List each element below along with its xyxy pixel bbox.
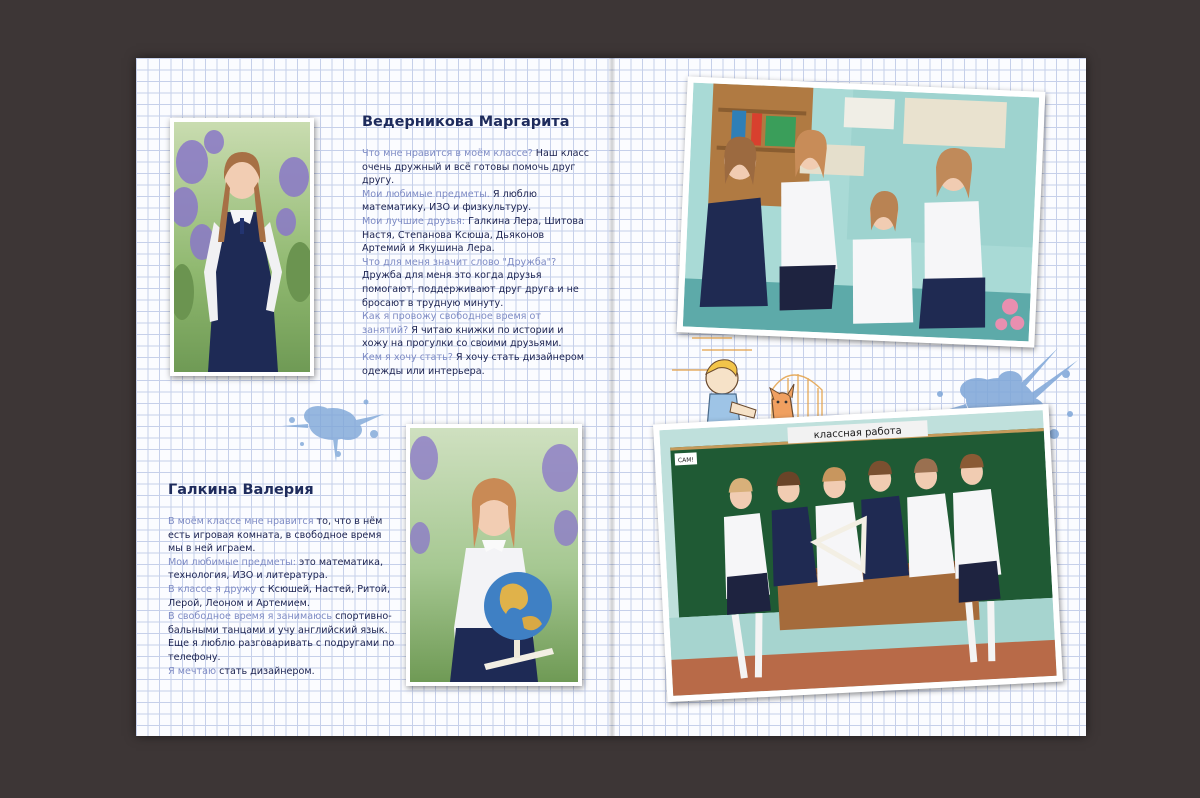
bio-answer: с Ксюшей, Настей, Ритой, Лерой, Леоном и Артемием. — [168, 583, 390, 609]
ink-splat-decoration — [278, 384, 388, 464]
bio-answer: то, что в нём есть игровая комната, в свободное время мы в ней играем. — [168, 516, 383, 555]
bio-question: Мои любимые предметы: — [168, 556, 296, 568]
bio-answer: Наш класс очень дружный и всё готовы помочь друг другу. — [362, 148, 590, 187]
bio-answer: Галкина Лера, Шитова Настя, Степанова Ксюша, Дьяконов Артемий и Якушина Лера. — [362, 215, 584, 255]
student-name-margarita: Ведерникова Маргарита — [362, 114, 570, 130]
bio-answer: стать дизайнером. — [216, 665, 315, 677]
bio-answer: спортивно-бальными танцами и учу английский язык. Еще я люблю разговаривать с подругами по телефону. — [168, 611, 395, 663]
bio-question: В моём классе мне нравится — [168, 516, 314, 527]
bio-question: Что для меня значит слово "Дружба"? — [362, 256, 557, 268]
page-fold — [609, 58, 615, 736]
student-bio-margarita — [362, 147, 590, 378]
bio-question: Мои лучшие друзья: — [362, 215, 466, 227]
bio-answer: Я хочу стать дизайнером одежды или интерьера. — [362, 351, 585, 377]
bio-question: Как я провожу свободное время от занятий? — [362, 311, 541, 336]
bio-question: Я мечтаю — [168, 665, 217, 677]
group-photo-four-girls — [677, 76, 1046, 347]
bio-question: В классе я дружу — [168, 583, 257, 595]
group-photo-classroom — [653, 404, 1063, 702]
bio-answer: Дружба для меня это когда друзья помогают, поддерживают друг друга и не бросают в трудную минуту. — [362, 270, 579, 309]
photo-book-spread — [136, 58, 1086, 736]
board-label-text: САМ! — [677, 456, 695, 465]
bio-question: Что мне нравится в моём классе? — [362, 148, 533, 159]
bio-question: Мои любимые предметы. — [362, 188, 490, 200]
bio-question: В свободное время я занимаюсь — [168, 611, 333, 623]
student-name-valeria: Галкина Валерия — [168, 482, 314, 498]
board-heading-text: классная работа — [813, 425, 903, 442]
bio-answer: Я люблю математику, ИЗО и физкультуру. — [362, 188, 537, 214]
portrait-photo-margarita — [170, 118, 314, 376]
bio-question: Кем я хочу стать? — [362, 351, 453, 363]
student-bio-valeria — [168, 515, 398, 678]
bio-answer: это математика, технология, ИЗО и литература. — [168, 556, 384, 582]
portrait-photo-valeria — [406, 424, 582, 686]
bio-answer: Я читаю книжки по истории и хожу на прогулки со своими друзьями. — [362, 324, 564, 350]
